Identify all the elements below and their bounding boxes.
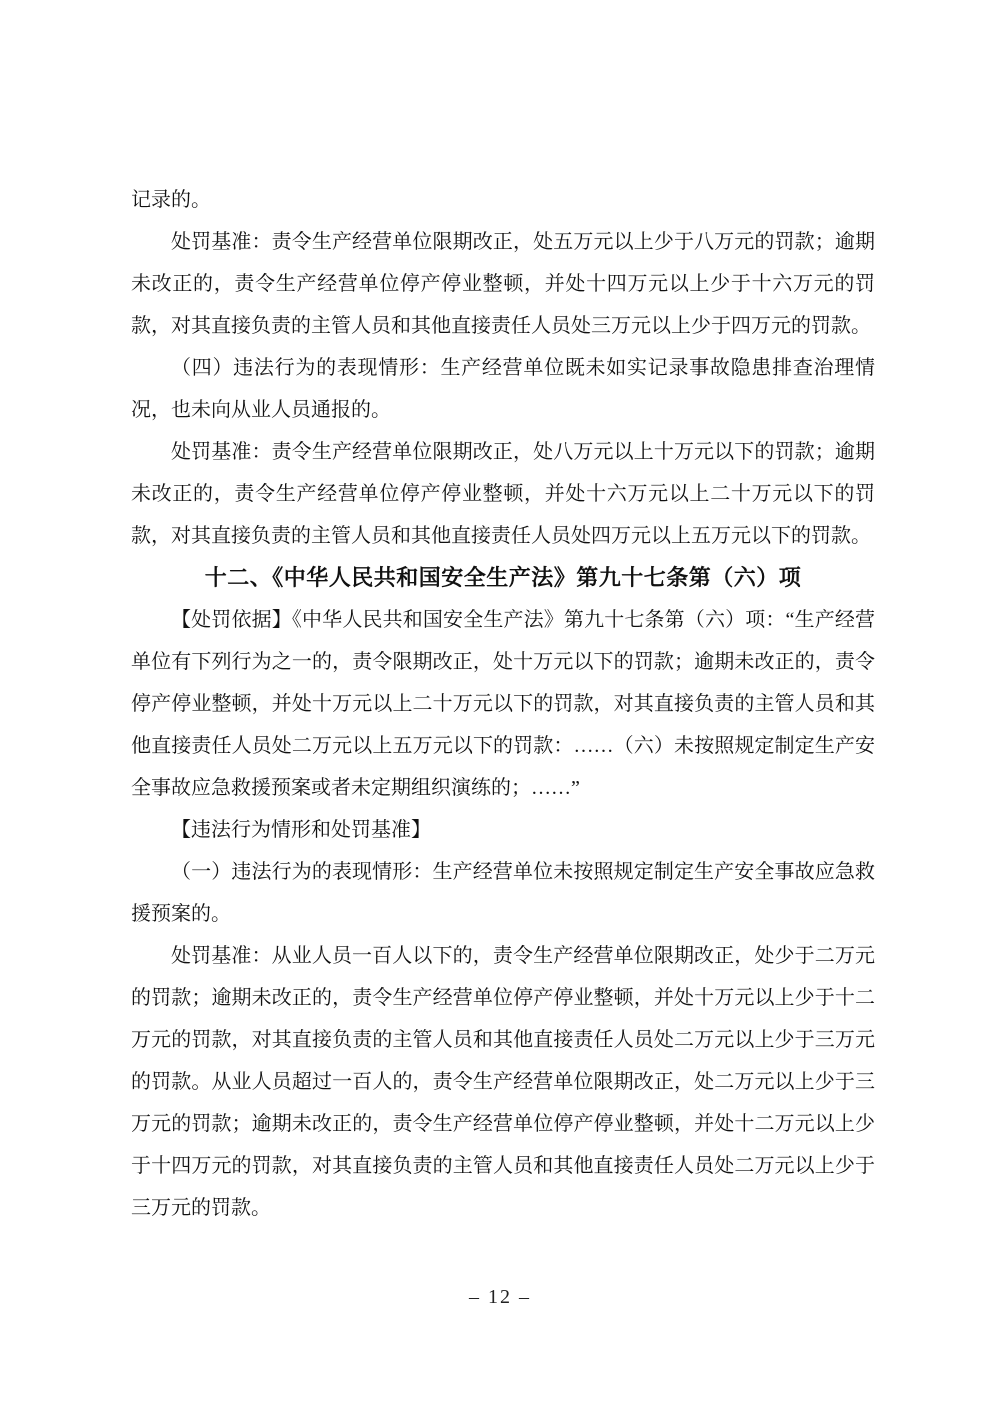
paragraph-subheading-violations: 【违法行为情形和处罚基准】 — [171, 819, 431, 841]
paragraph-penalty-basis: 【处罚依据】《中华人民共和国安全生产法》第九十七条第（六）项：“生产经营单位有下列行为之一的，责令限期改正，处十万元以下的罚款；逾期未改正的，责令停产停业整顿，并处十万元以上二十万元以下的罚款，对其直接负责的主管人员和其他直接责任人员处二万元以上五万元以下的罚款：……（六）未按照规定制定生产安全事故应急救援预案或者未定期组织演练的；……” — [131, 609, 875, 799]
paragraph-penalty-benchmark-1: 处罚基准：从业人员一百人以下的，责令生产经营单位限期改正，处少于二万元的罚款；逾期未改正的，责令生产经营单位停产停业整顿，并处十万元以上少于十二万元的罚款，对其直接负责的主管人员和其他直接责任人员处二万元以上少于三万元的罚款。从业人员超过一百人的，责令生产经营单位限期改正，处二万元以上少于三万元的罚款；逾期未改正的，责令生产经营单位停产停业整顿，并处十二万元以上少于十四万元的罚款，对其直接负责的主管人员和其他直接责任人员处二万元以上少于三万元的罚款。 — [131, 945, 875, 1219]
paragraph-penalty-benchmark-3: 处罚基准：责令生产经营单位限期改正，处五万元以上少于八万元的罚款；逾期未改正的，责令生产经营单位停产停业整顿，并处十四万元以上少于十六万元的罚款，对其直接负责的主管人员和其他直接责任人员处三万元以上少于四万元的罚款。 — [131, 231, 875, 337]
paragraph-violation-case-4: （四）违法行为的表现情形：生产经营单位既未如实记录事故隐患排查治理情况，也未向从业人员通报的。 — [131, 357, 875, 421]
paragraph-penalty-benchmark-4: 处罚基准：责令生产经营单位限期改正，处八万元以上十万元以下的罚款；逾期未改正的，责令生产经营单位停产停业整顿，并处十六万元以上二十万元以下的罚款，对其直接负责的主管人员和其他直接责任人员处四万元以上五万元以下的罚款。 — [131, 441, 875, 547]
page-number: – 12 – — [469, 1286, 531, 1308]
document-body — [131, 179, 875, 1229]
paragraph-violation-case-1: （一）违法行为的表现情形：生产经营单位未按照规定制定生产安全事故应急救援预案的。 — [131, 861, 875, 925]
paragraph-continuation: 记录的。 — [131, 189, 211, 211]
section-heading: 十二、《中华人民共和国安全生产法》第九十七条第（六）项 — [204, 565, 802, 590]
page-footer — [0, 1286, 1000, 1309]
